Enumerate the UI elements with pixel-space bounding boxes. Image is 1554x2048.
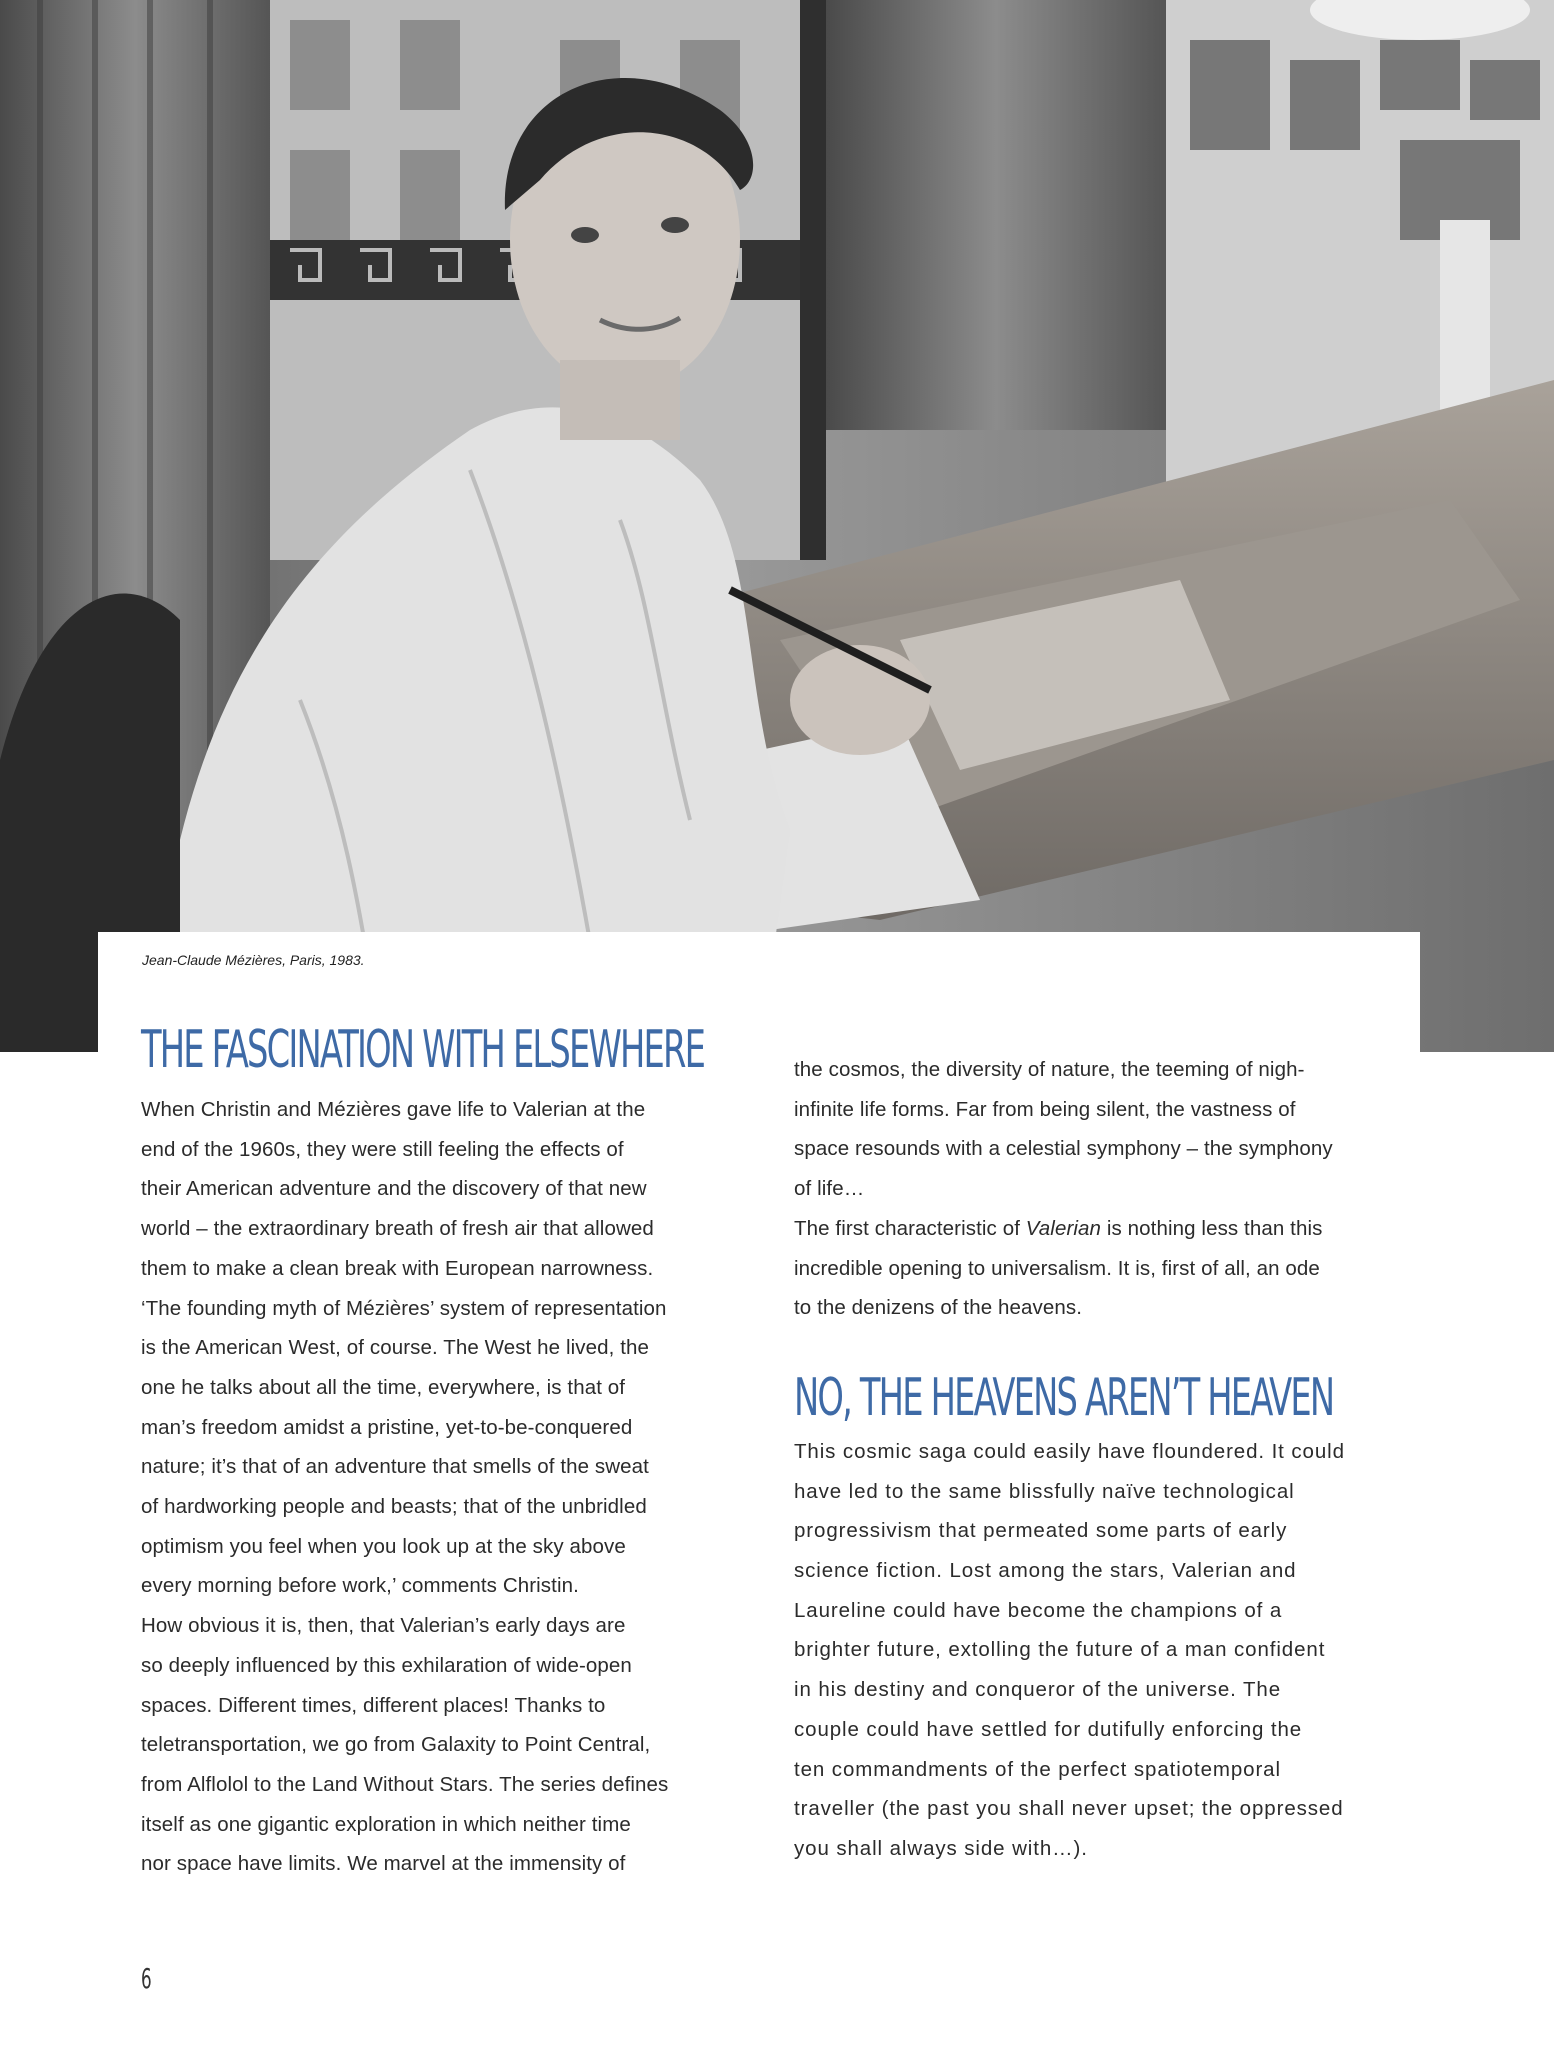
text-line: How obvious it is, then, that Valerian’s early days are <box>141 1614 626 1638</box>
text-line: is the American West, of course. The West he lived, the <box>141 1336 649 1360</box>
text-line: incredible opening to universalism. It is, first of all, an ode <box>794 1256 1320 1280</box>
text-line: them to make a clean break with European narrowness. <box>141 1256 654 1280</box>
text-line: to the denizens of the heavens. <box>794 1296 1083 1320</box>
section1-body <box>141 1090 741 1884</box>
text-fragment: is nothing less than this <box>1101 1216 1323 1240</box>
text-line: of hardworking people and beasts; that of the unbridled <box>141 1495 647 1519</box>
text-line: Laureline could have become the champions of a <box>794 1598 1283 1622</box>
right-column <box>794 1050 1394 1869</box>
text-line: spaces. Different times, different places! Thanks to <box>141 1693 606 1717</box>
page-number: 6 <box>141 1962 152 1995</box>
text-line: infinite life forms. Far from being silent, the vastness of <box>794 1097 1296 1121</box>
text-line: one he talks about all the time, everywhere, is that of <box>141 1375 626 1399</box>
text-line: of life… <box>794 1177 865 1201</box>
section2 <box>794 1368 1394 1869</box>
text-line: brighter future, extolling the future of a man confident <box>794 1638 1326 1662</box>
text-line: optimism you feel when you look up at the sky above <box>141 1534 626 1558</box>
text-line: their American adventure and the discovery of that new <box>141 1177 647 1201</box>
text-line: nor space have limits. We marvel at the immensity of <box>141 1852 626 1876</box>
text-line: every morning before work,’ comments Christin. <box>141 1574 579 1598</box>
text-fragment: The first characteristic of <box>794 1216 1026 1240</box>
text-line: space resounds with a celestial symphony – the symphony <box>794 1137 1333 1161</box>
text-line: itself as one gigantic exploration in which neither time <box>141 1812 631 1836</box>
text-line: have led to the same blissfully naïve technological <box>794 1479 1295 1503</box>
text-line: science fiction. Lost among the stars, Valerian and <box>794 1559 1297 1583</box>
text-line: you shall always side with…). <box>794 1836 1088 1860</box>
left-column <box>141 1020 741 1884</box>
text-line: ten commandments of the perfect spatiotemporal <box>794 1757 1281 1781</box>
text-line: This cosmic saga could easily have floundered. It could <box>794 1439 1345 1463</box>
text-line: man’s freedom amidst a pristine, yet-to-be-conquered <box>141 1415 633 1439</box>
text-line: ‘The founding myth of Mézières’ system of representation <box>141 1296 667 1320</box>
section-heading-fascination: THE FASCINATION WITH ELSEWHERE <box>141 1020 705 1080</box>
text-line: traveller (the past you shall never upset; the oppressed <box>794 1797 1344 1821</box>
text-line: so deeply influenced by this exhilaration of wide-open <box>141 1653 632 1677</box>
section-heading-heavens: NO, THE HEAVENS AREN’T HEAVEN <box>794 1367 1334 1428</box>
text-line: couple could have settled for dutifully enforcing the <box>794 1717 1303 1741</box>
series-title: Valerian <box>1025 1216 1102 1240</box>
text-line: world – the extraordinary breath of fresh air that allowed <box>141 1217 654 1241</box>
text-line: in his destiny and conqueror of the universe. The <box>794 1678 1282 1702</box>
text-line <box>794 1209 1394 1249</box>
text-line: When Christin and Mézières gave life to Valerian at the <box>141 1098 646 1121</box>
section1-continued <box>794 1050 1394 1328</box>
text-line: the cosmos, the diversity of nature, the teeming of nigh- <box>794 1058 1305 1081</box>
text-line: teletransportation, we go from Galaxity to Point Central, <box>141 1733 651 1757</box>
text-line: nature; it’s that of an adventure that smells of the sweat <box>141 1455 649 1479</box>
text-line: end of the 1960s, they were still feeling the effects of <box>141 1137 624 1161</box>
text-line: progressivism that permeated some parts of early <box>794 1519 1288 1543</box>
text-line: from Alflolol to the Land Without Stars. The series defines <box>141 1772 669 1796</box>
section2-body <box>794 1432 1394 1869</box>
photo-caption: Jean-Claude Mézières, Paris, 1983. <box>142 952 365 968</box>
